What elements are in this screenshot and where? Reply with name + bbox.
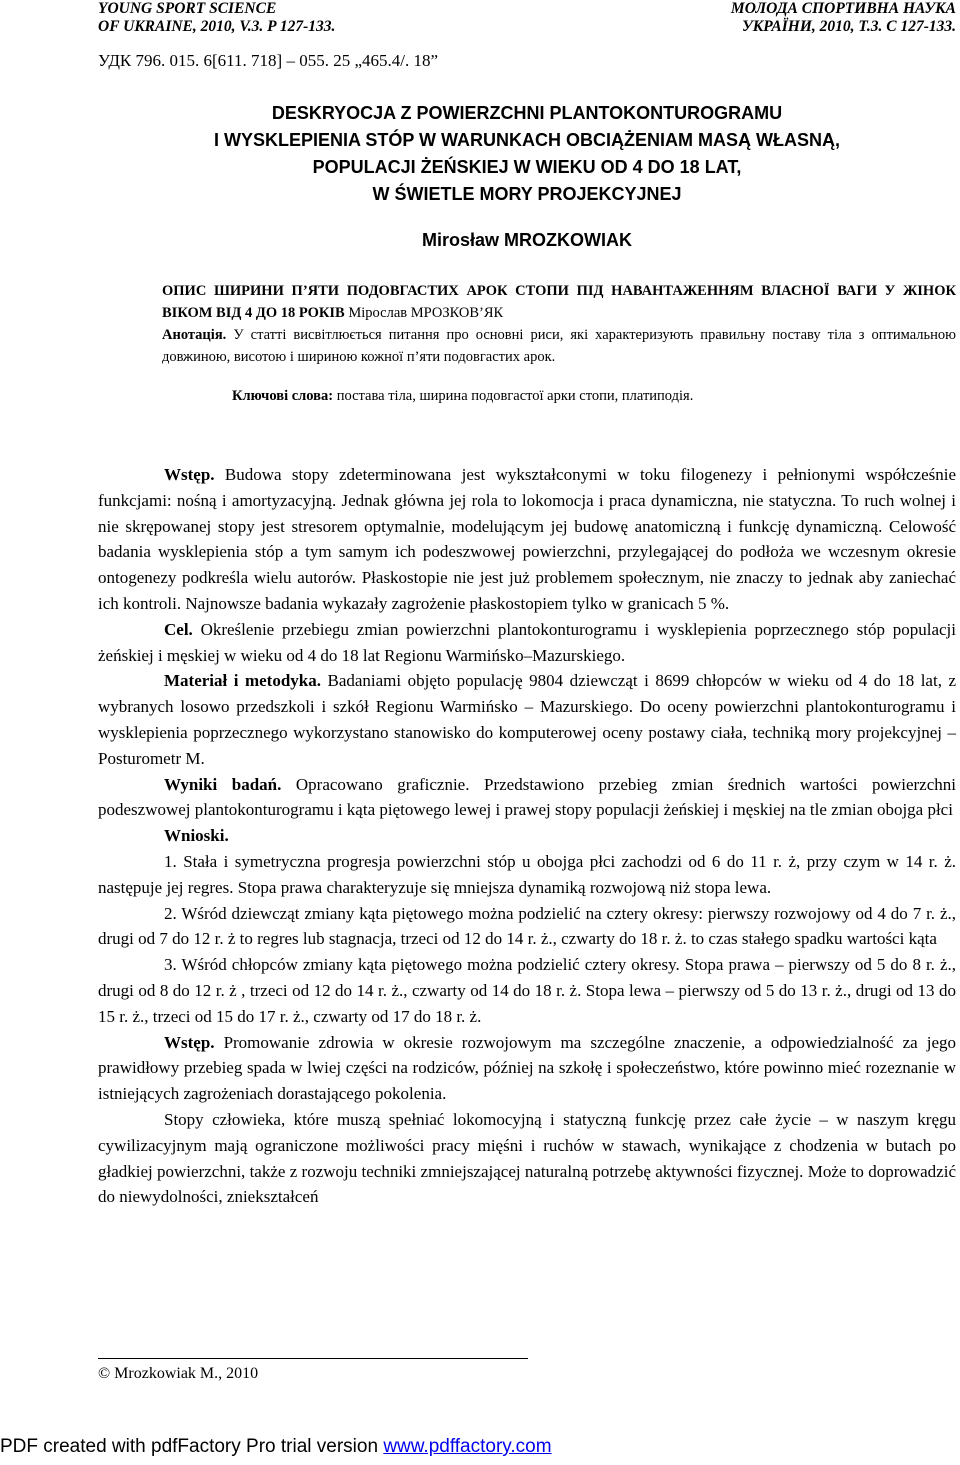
- paragraph: Wyniki badań. Opracowano graficznie. Przedstawiono przebieg zmian średnich wartości powierzchni podeszwowej plantokonturogramu i kąta piętowego lewej i prawej stopy populacji żeńskiej i męskiej na tle zmian obojga płci: [98, 774, 956, 820]
- ua-abstract: Анотація. У статті висвітлюється питання про основні риси, які характеризують правильну поставу тіла з оптимальною довжиною, висотою і шириною кожної п’яти подовгастих арок.: [162, 327, 956, 365]
- ukrainian-summary: [162, 280, 956, 407]
- paragraph: 2. Wśród dziewcząt zmiany kąta piętowego można podzielić na cztery okresy: pierwszy rozwojowy od 4 do 7 r. ż., drugi od 7 do 12 r. ż to regres lub stagnacja, trzeci od 12 do 14 r. ż., czwarty do 18 r. ż. to czas stałego spadku wartości kąta: [98, 903, 956, 949]
- author-name: Mirosław MROZKOWIAK: [422, 230, 632, 250]
- ua-keywords: Ключові слова: постава тіла, ширина подовгастої арки стопи, платиподія.: [232, 388, 694, 404]
- paragraph: Wstęp. Budowa stopy zdeterminowana jest wykształconymi w toku filogenezy i pełnionymi współcześnie funkcjami: nośną i amortyzacyjną. Jednak główna jej rola to lokomocja i praca dynamiczna, nie statyczna. To ruch wolnej i nie skrępowanej stopy jest stresorem optymalnie, modelującym jej budowę anatomiczną i funkcję dynamiczną. Celowość badania wysklepienia stóp a tym samym ich podeszwowej powierzchni, przylegającej do podłoża we wczesnym okresie ontogenezy podkreśla wielu autorów. Płaskostopie nie jest już problemem społecznym, nie znaczy to jednak aby zaniechać ich kontroli. Najnowsze badania wykazały zagrożenie płaskostopiem tylko w granicach 5 %.: [98, 465, 956, 613]
- paragraph: Wstęp. Promowanie zdrowia w okresie rozwojowym ma szczególne znaczenie, a odpowiedzialność za jego prawidłowy przebieg spada w lwiej części na rodziców, później na szkołę i społeczeństwo, które powinno mieć rozeznanie w istniejących zagrożeniach dorastającego pokolenia.: [98, 1032, 956, 1104]
- header-left: YOUNG SPORT SCIENCE OF UKRAINE, 2010, V.3. P 127-133.: [98, 0, 336, 35]
- paragraph: Stopy człowieka, które muszą spełniać lokomocyjną i statyczną funkcję przez całe życie – w naszym kręgu cywilizacyjnym mają ograniczone możliwości pracy mięśni i ruchów w stawach, wynikające z chodzenia w butach po gładkiej powierzchni, także z rozwoju techniki zmniejszającej naturalną potrzebę aktywności fizycznej. Może to doprowadzić do niewydolności, zniekształceń: [98, 1109, 956, 1207]
- paragraph: 1. Stała i symetryczna progresja powierzchni stóp u obojga płci zachodzi od 6 do 11 r. ż, przy czym w 14 r. ż. następuje jej regres. Stopa prawa charakteryzuje się mniejsza dynamiką rozwojową niż stopa lewa.: [98, 851, 956, 897]
- pdffactory-link[interactable]: www.pdffactory.com: [383, 1436, 552, 1457]
- udk-code: УДК 796. 015. 6[611. 718] – 055. 25 „465.4/. 18”: [98, 51, 439, 70]
- paper-title: DESKRYOCJA Z POWIERZCHNI PLANTOKONTUROGRAMU I WYSKLEPIENIA STÓP W WARUNKACH OBCIĄŻENIAM MASĄ WŁASNĄ, POPULACJI ŻEŃSKIEJ W WIEKU OD 4 DO 18 LAT, W ŚWIETLE MORY PROJEKCYJNEJ: [214, 103, 840, 204]
- paragraph: 3. Wśród chłopców zmiany kąta piętowego można podzielić cztery okresy. Stopa prawa – pierwszy od 5 do 8 r. ż., drugi od 8 do 12 r. ż , trzeci od 12 do 14 r. ż., czwarty od 14 do 18 r. ż. Stopa lewa – pierwszy od 5 do 13 r. ż., drugi od 13 do 15 r. ż., trzeci od 15 do 17 r. ż., czwarty od 17 do 18 r. ż.: [98, 955, 956, 1026]
- paragraph: Wnioski.: [164, 826, 229, 846]
- paragraph: Cel. Określenie przebiegu zmian powierzchni plantokonturogramu i wysklepienia poprzecznego stóp populacji żeńskiej i męskiej w wieku od 4 do 18 lat Regionu Warmińsko–Mazurskiego.: [98, 619, 956, 665]
- ua-title: ОПИС ШИРИНИ П’ЯТИ ПОДОВГАСТИХ АРОК СТОПИ ПІД НАВАНТАЖЕННЯМ ВЛАСНОЇ ВАГИ У ЖІНОК ВІКОМ ВІД 4 ДО 18 РОКІВ Мірослав МРОЗКОВ’ЯК: [162, 283, 956, 321]
- main-text: [98, 462, 956, 1210]
- paragraph: Materiał i metodyka. Badaniami objęto populację 9804 dziewcząt i 8699 chłopców w wieku od 4 do 18 lat, z wybranych losowo przedszkoli i szkół Regionu Warmińsko – Mazurskiego. Do oceny powierzchni plantokonturogramu i wysklepienia poprzecznego wykorzystano stanowisko do komputerowej oceny postawy ciała, techniką mory projekcyjnej – Posturometr M.: [98, 671, 956, 768]
- pdf-watermark: PDF created with pdfFactory Pro trial version www.pdffactory.com: [0, 1436, 552, 1457]
- header-right: МОЛОДА СПОРТИВНА НАУКА УКРАЇНИ, 2010, Т.3. С 127-133.: [730, 0, 956, 35]
- footnote: © Mrozkowiak M., 2010: [98, 1365, 259, 1382]
- footnote-divider: [98, 1358, 528, 1359]
